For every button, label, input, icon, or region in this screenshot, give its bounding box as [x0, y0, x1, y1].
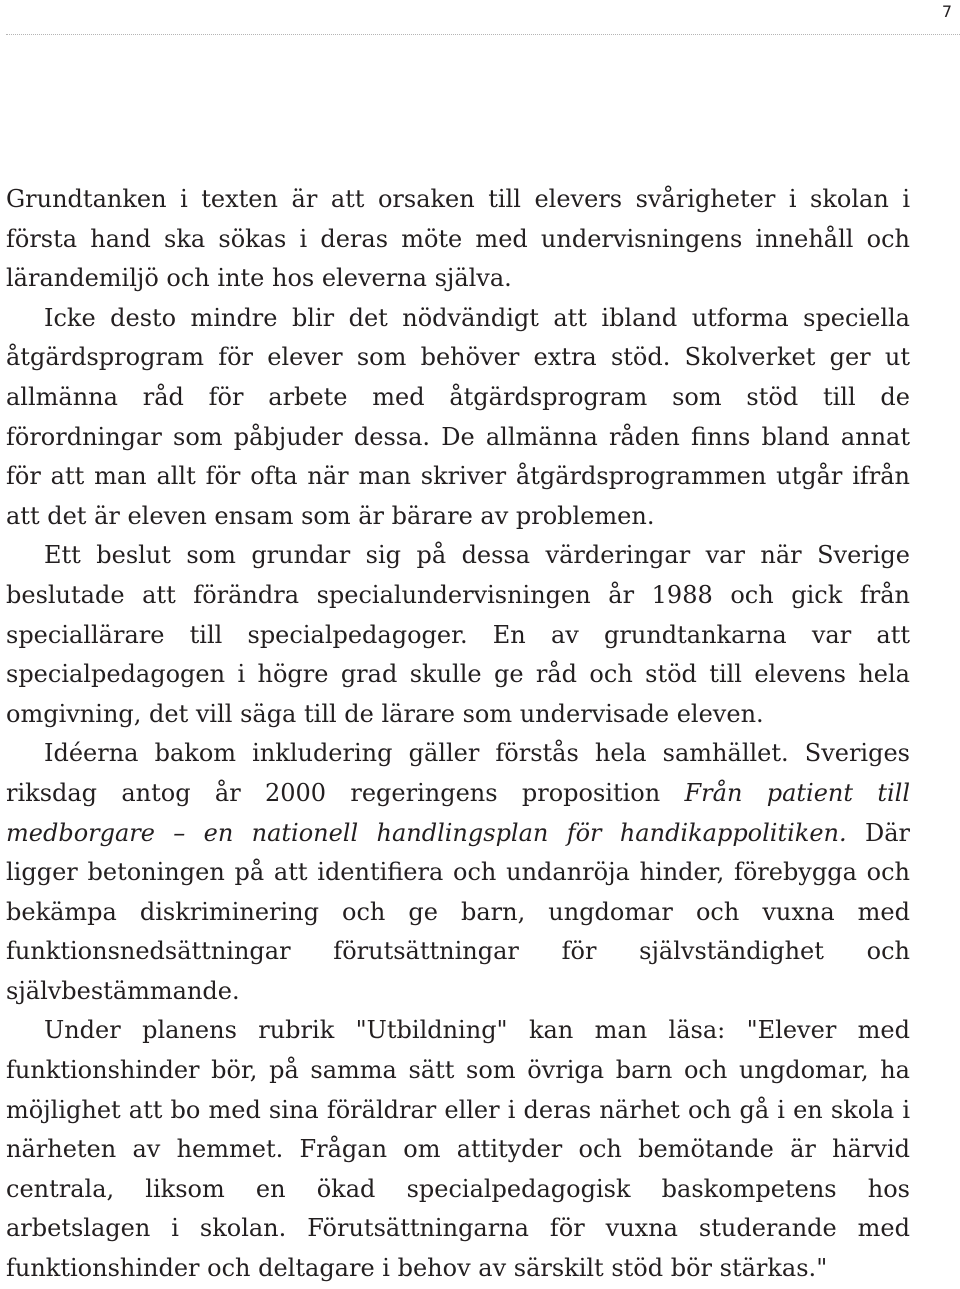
paragraph-text: Idéerna bakom inkludering gäller förstås hela samhället. Sveriges riksdag antog år 2000 regeringens proposition [6, 739, 910, 807]
paragraph: Icke desto mindre blir det nödvändigt att ibland utforma speciella åtgärdsprogram för elever som behöver extra stöd. Skolverket ger ut allmänna råd för arbete med åtgärdsprogram som stöd till de förordningar som påbjuder dessa. De allmänna råden finns bland annat för att man allt för ofta när man skriver åtgärdsprogrammen utgår ifrån att det är eleven ensam som är bärare av problemen. [6, 303, 910, 530]
paragraph-text: Där ligger betoningen på att identifiera och undanröja hinder, förebygga och bekämpa diskriminering och ge barn, ungdomar och vuxna med funktionsnedsättningar förutsättningar för självständighet och självbestämmande. [6, 818, 910, 1005]
paragraph: Ett beslut som grundar sig på dessa värderingar var när Sverige beslutade att förändra specialundervisningen år 1988 och gick från speciallärare till specialpedagoger. En av grundtankarna var att specialpedagogen i högre grad skulle ge råd och stöd till elevens hela omgivning, det vill säga till de lärare som undervisade eleven. [6, 541, 910, 728]
paragraph [6, 734, 910, 1011]
body-text [6, 180, 910, 1289]
proposition-title: Från patient till medborgare – en nationell handlingsplan för handikappolitiken. [6, 778, 910, 847]
paragraph: Under planens rubrik "Utbildning" kan man läsa: "Elever med funktionshinder bör, på samma sätt som övriga barn och ungdomar, ha möjlighet att bo med sina föräldrar eller i deras närhet och gå i en skola i närheten av hemmet. Frågan om attityder och bemötande är härvid centrala, liksom en ökad specialpedagogisk baskompetens hos arbetslagen i skolan. Förutsättningarna för vuxna studerande med funktionshinder och deltagare i behov av särskilt stöd bör stärkas." [6, 1016, 910, 1283]
paragraph: Grundtanken i texten är att orsaken till elevers svårigheter i skolan i första hand ska sökas i deras möte med undervisningens innehåll och lärandemiljö och inte hos eleverna själva. [6, 185, 910, 293]
page-number: 7 [941, 2, 952, 21]
header-rule [6, 34, 960, 35]
